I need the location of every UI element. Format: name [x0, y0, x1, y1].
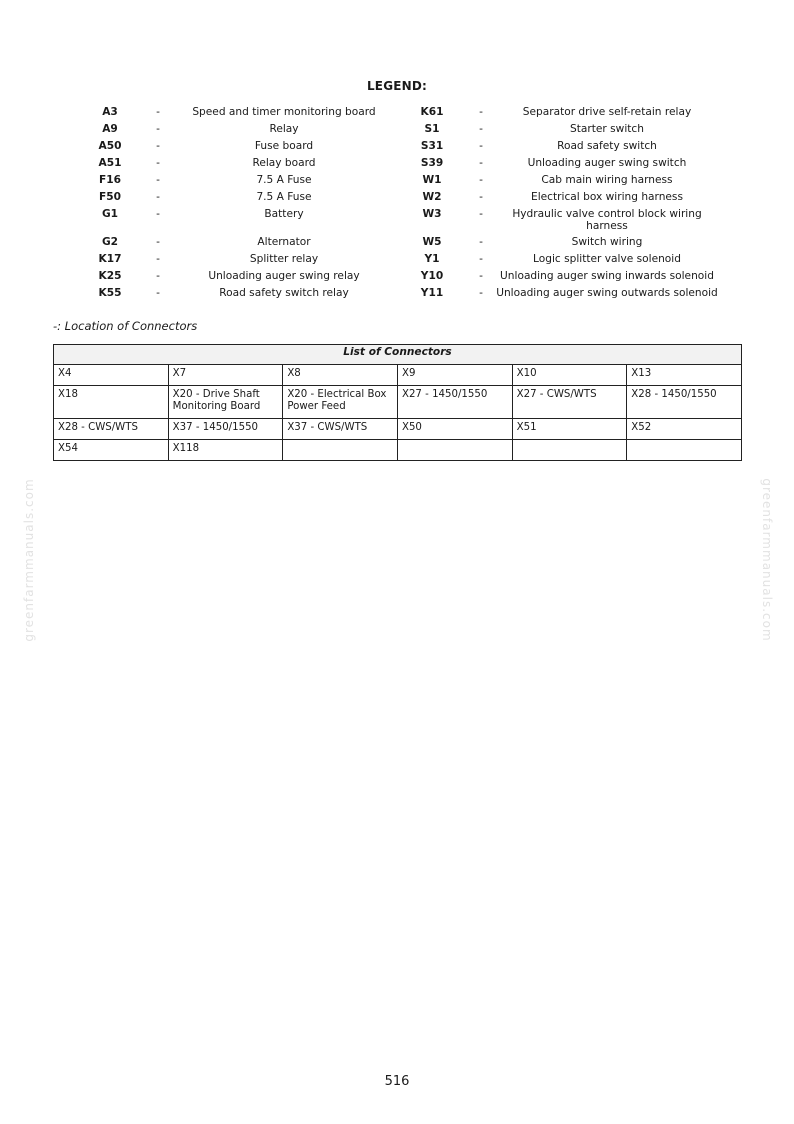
table-cell: X8: [283, 365, 398, 386]
legend-description: Unloading auger swing outwards solenoid: [496, 287, 718, 299]
legend-row: [0, 253, 794, 270]
legend-code: K25: [98, 270, 122, 282]
table-cell: X118: [168, 440, 283, 461]
legend-dash: -: [479, 157, 483, 169]
legend-description: Unloading auger swing switch: [527, 157, 687, 169]
legend-description: Relay board: [252, 157, 316, 169]
legend-row: [0, 236, 794, 253]
table-row: [54, 440, 742, 461]
table-cell: X18: [54, 386, 169, 419]
table-cell: X4: [54, 365, 169, 386]
legend-code: F16: [99, 174, 121, 186]
legend-code: S39: [420, 157, 444, 169]
legend-description: Alternator: [257, 236, 311, 248]
legend-description: Electrical box wiring harness: [531, 191, 683, 203]
legend-description: Road safety switch relay: [219, 287, 349, 299]
legend-code: K61: [420, 106, 444, 118]
legend-description: Relay: [269, 123, 299, 135]
table-cell: X20 - Drive Shaft Monitoring Board: [168, 386, 283, 419]
table-cell: X27 - 1450/1550: [397, 386, 512, 419]
legend-code: Y11: [420, 287, 444, 299]
table-cell: X54: [54, 440, 169, 461]
legend-dash: -: [156, 140, 160, 152]
legend-dash: -: [156, 106, 160, 118]
watermark-left: greenfarmmanuals.com: [22, 478, 36, 642]
legend-dash: -: [156, 174, 160, 186]
legend-row: [0, 191, 794, 208]
legend-dash: -: [479, 236, 483, 248]
connectors-table-title: List of Connectors: [54, 345, 742, 365]
legend-dash: -: [156, 157, 160, 169]
legend-dash: -: [156, 253, 160, 265]
legend-description: Cab main wiring harness: [541, 174, 673, 186]
legend-description: Splitter relay: [249, 253, 319, 265]
legend-code: Y1: [424, 253, 440, 265]
table-cell: X51: [512, 419, 627, 440]
connectors-table-body: [54, 365, 742, 461]
table-cell: X13: [627, 365, 742, 386]
legend-dash: -: [479, 123, 483, 135]
legend-code: K55: [98, 287, 122, 299]
table-cell: X20 - Electrical Box Power Feed: [283, 386, 398, 419]
legend-code: F50: [99, 191, 121, 203]
legend-dash: -: [479, 253, 483, 265]
legend-dash: -: [156, 287, 160, 299]
table-cell: X28 - 1450/1550: [627, 386, 742, 419]
legend-row: [0, 270, 794, 287]
legend-row: [0, 208, 794, 236]
table-cell: X28 - CWS/WTS: [54, 419, 169, 440]
legend-code: W5: [422, 236, 442, 248]
legend-dash: -: [479, 208, 483, 220]
table-cell: X37 - CWS/WTS: [283, 419, 398, 440]
legend-row: [0, 140, 794, 157]
legend-description: Starter switch: [570, 123, 644, 135]
legend-description: Battery: [264, 208, 304, 220]
legend-code: K17: [98, 253, 122, 265]
legend-description: Fuse board: [254, 140, 314, 152]
legend-description: Switch wiring: [571, 236, 643, 248]
legend-dash: -: [479, 287, 483, 299]
table-cell: X10: [512, 365, 627, 386]
legend-dash: -: [479, 174, 483, 186]
legend-code: A50: [98, 140, 122, 152]
legend-dash: -: [479, 140, 483, 152]
table-row: [54, 365, 742, 386]
legend-code: A51: [98, 157, 122, 169]
legend-title: LEGEND:: [366, 79, 428, 93]
legend-row: [0, 174, 794, 191]
legend-code: A3: [102, 106, 118, 118]
table-cell: X7: [168, 365, 283, 386]
page-number: 516: [384, 1074, 410, 1089]
legend-description: Unloading auger swing relay: [208, 270, 360, 282]
legend-row: [0, 123, 794, 140]
table-cell: X37 - 1450/1550: [168, 419, 283, 440]
legend-code: S1: [424, 123, 440, 135]
legend-description: 7.5 A Fuse: [256, 191, 312, 203]
legend-row: [0, 106, 794, 123]
table-row: [54, 386, 742, 419]
legend-row: [0, 287, 794, 304]
legend-dash: -: [156, 123, 160, 135]
legend-dash: -: [156, 191, 160, 203]
table-cell: [512, 440, 627, 461]
legend-dash: -: [479, 106, 483, 118]
legend-code: A9: [102, 123, 118, 135]
legend-dash: -: [156, 270, 160, 282]
connectors-table: [53, 344, 742, 461]
legend-description: Separator drive self-retain relay: [522, 106, 692, 118]
legend-code: W2: [422, 191, 442, 203]
legend-description: Unloading auger swing inwards solenoid: [500, 270, 714, 282]
legend-dash: -: [479, 270, 483, 282]
legend-description: Speed and timer monitoring board: [192, 106, 376, 118]
table-cell: X27 - CWS/WTS: [512, 386, 627, 419]
table-cell: X50: [397, 419, 512, 440]
legend-code: G1: [101, 208, 119, 220]
watermark-right: greenfarmmanuals.com: [760, 478, 774, 642]
legend-row: [0, 157, 794, 174]
legend-dash: -: [156, 208, 160, 220]
table-cell: X9: [397, 365, 512, 386]
table-row: [54, 419, 742, 440]
legend-list: [0, 106, 794, 304]
legend-code: G2: [101, 236, 119, 248]
table-cell: [397, 440, 512, 461]
table-cell: [283, 440, 398, 461]
legend-code: Y10: [420, 270, 444, 282]
table-cell: X52: [627, 419, 742, 440]
legend-description: Hydraulic valve control block wiring harness: [512, 208, 702, 232]
legend-description: Logic splitter valve solenoid: [533, 253, 681, 265]
legend-code: S31: [420, 140, 444, 152]
legend-description: 7.5 A Fuse: [256, 174, 312, 186]
legend-description: Road safety switch: [557, 140, 657, 152]
table-cell: [627, 440, 742, 461]
legend-code: W3: [422, 208, 442, 220]
legend-dash: -: [479, 191, 483, 203]
legend-dash: -: [156, 236, 160, 248]
location-caption: -: Location of Connectors: [53, 319, 198, 333]
legend-code: W1: [422, 174, 442, 186]
